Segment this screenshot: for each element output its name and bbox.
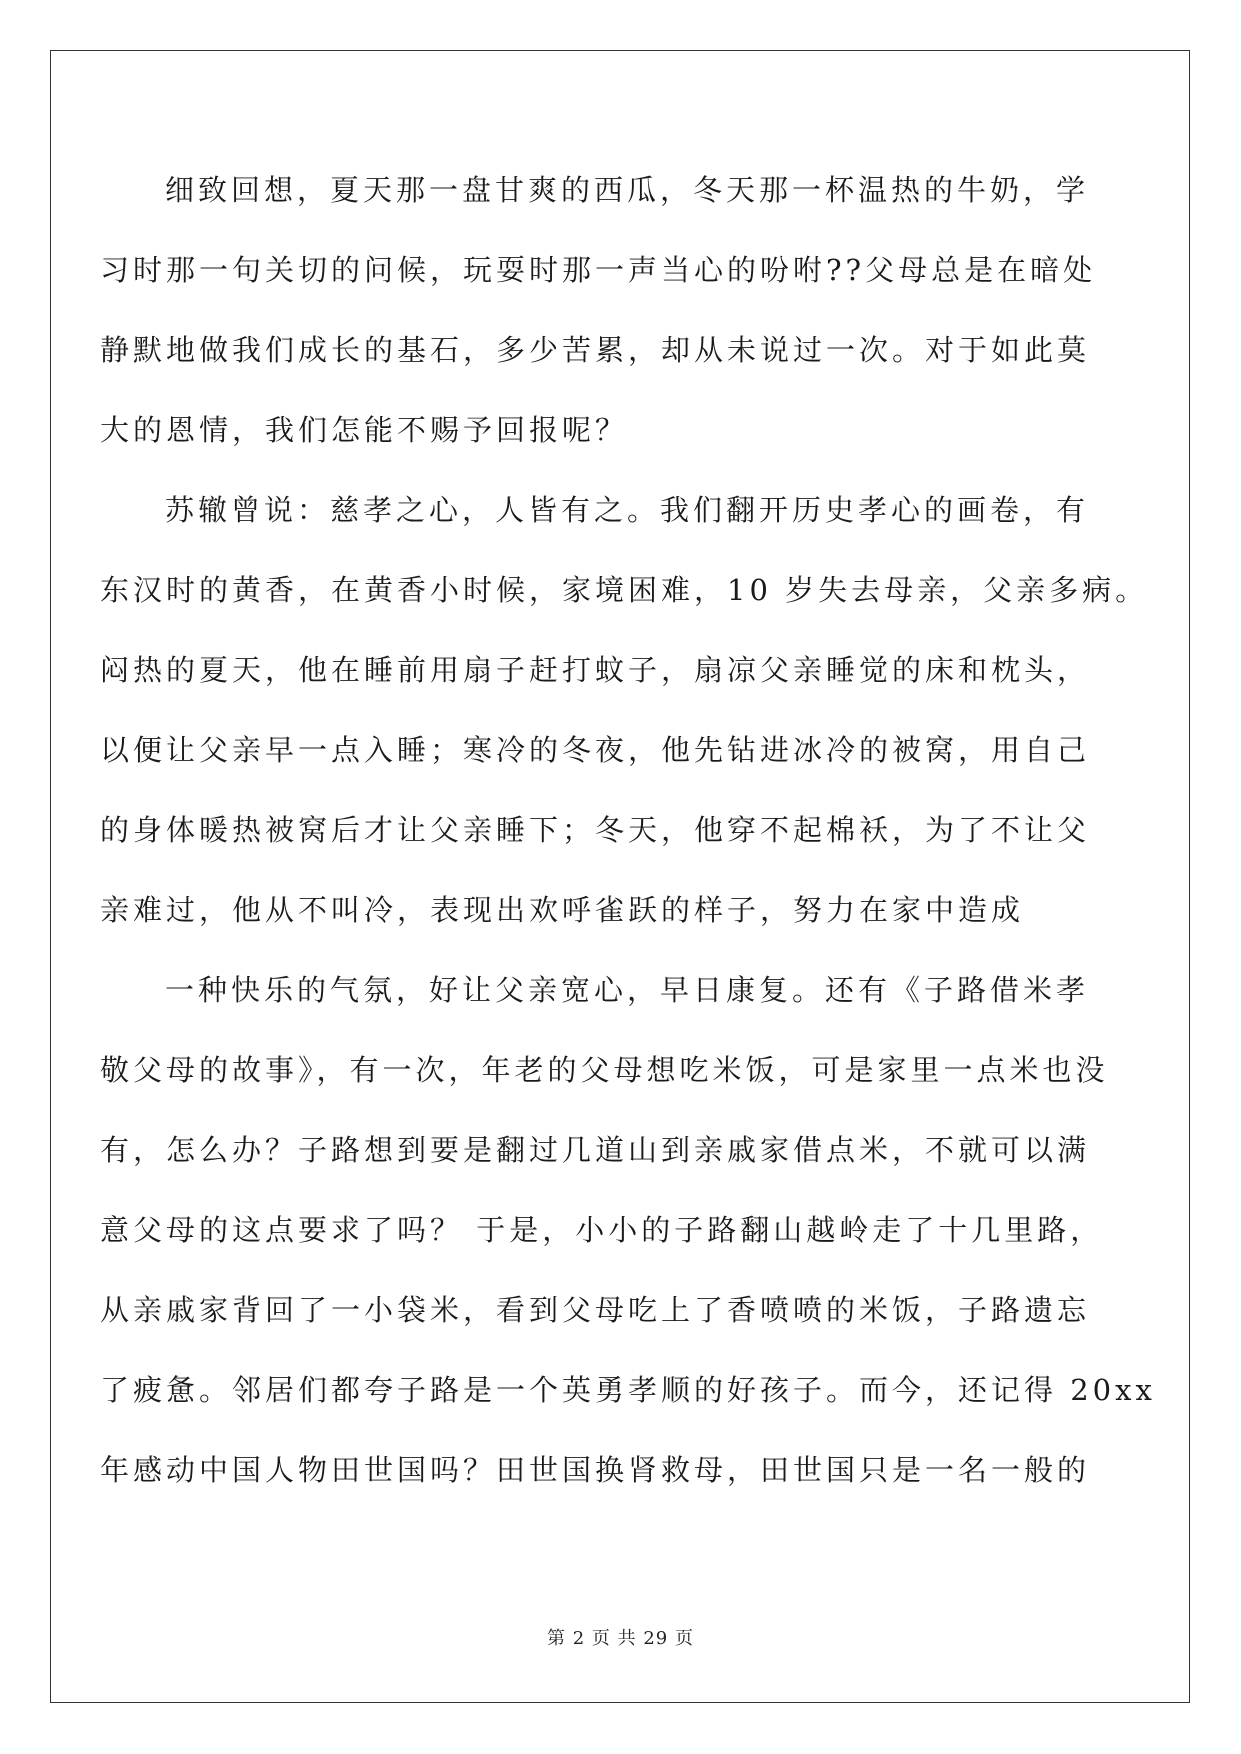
text-line: 苏辙曾说：慈孝之心，人皆有之。我们翻开历史孝心的画卷，有 — [165, 493, 1090, 527]
document-body — [100, 150, 1156, 1510]
text-line: 亲难过，他从不叫冷，表现出欢呼雀跃的样子，努力在家中造成 — [100, 893, 1025, 927]
text-line: 闷热的夏天，他在睡前用扇子赶打蚊子，扇凉父亲睡觉的床和枕头， — [100, 653, 1091, 687]
text-line: 细致回想，夏天那一盘甘爽的西瓜，冬天那一杯温热的牛奶，学 — [165, 173, 1090, 207]
text-line: 的身体暖热被窝后才让父亲睡下；冬天，他穿不起棉袄，为了不让父 — [100, 813, 1091, 847]
text-line: 东汉时的黄香，在黄香小时候，家境困难，10 岁失去母亲，父亲多病。 — [100, 573, 1149, 607]
text-line: 静默地做我们成长的基石，多少苦累，却从未说过一次。对于如此莫 — [100, 333, 1091, 367]
text-line: 习时那一句关切的问候，玩耍时那一声当心的吩咐??父母总是在暗处 — [100, 253, 1097, 287]
text-line: 年感动中国人物田世国吗？田世国换肾救母，田世国只是一名一般的 — [100, 1453, 1091, 1487]
text-line: 以便让父亲早一点入睡；寒冷的冬夜，他先钻进冰冷的被窝，用自己 — [100, 733, 1091, 767]
text-line: 敬父母的故事》，有一次，年老的父母想吃米饭，可是家里一点米也没 — [100, 1053, 1109, 1087]
text-line: 有，怎么办？子路想到要是翻过几道山到亲戚家借点米，不就可以满 — [100, 1133, 1091, 1167]
text-line: 意父母的这点要求了吗？ 于是，小小的子路翻山越岭走了十几里路， — [100, 1213, 1104, 1247]
text-line: 一种快乐的气氛，好让父亲宽心，早日康复。还有《子路借米孝 — [165, 973, 1090, 1007]
text-line: 大的恩情，我们怎能不赐予回报呢？ — [100, 413, 629, 447]
text-line: 从亲戚家背回了一小袋米，看到父母吃上了香喷喷的米饭，子路遗忘 — [100, 1293, 1091, 1327]
page-number-footer: 第 2 页 共 29 页 — [547, 1628, 694, 1649]
text-line: 了疲惫。邻居们都夸子路是一个英勇孝顺的好孩子。而今，还记得 20xx — [100, 1373, 1156, 1407]
